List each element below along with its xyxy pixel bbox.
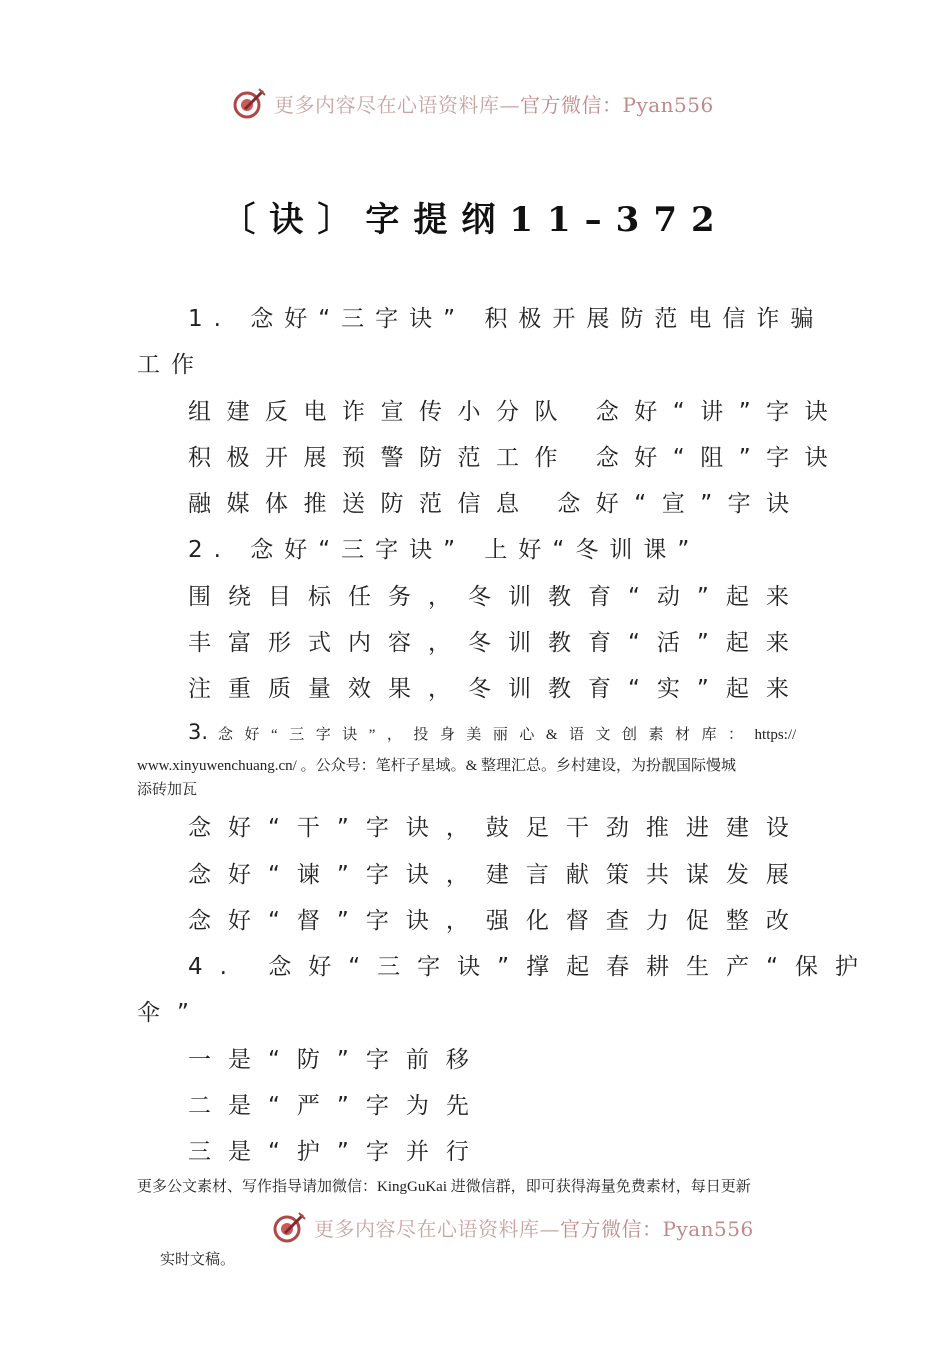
section-1-item-1: 组建反电诈宣传小分队 念好“讲”字诀 bbox=[188, 399, 844, 425]
section-2-item-2: 丰富形式内容，冬训教育“活”起来 bbox=[188, 630, 806, 656]
section-3-item-2: 念好“谏”字诀，建言献策共谋发展 bbox=[188, 862, 806, 888]
section-3-heading: 3. 念好“三字诀”，投身美丽心&语文创素材库：https:// bbox=[188, 720, 797, 744]
banner-text: 更多内容尽在心语资料库—官方微信：Pyan556 bbox=[314, 1216, 754, 1241]
quill-seal-icon bbox=[232, 86, 266, 120]
section-1-heading: 1. 念好“三字诀” 积极开展防范电信诈骗 bbox=[188, 306, 825, 332]
section-1-item-3: 融媒体推送防范信息 念好“宣”字诀 bbox=[188, 491, 805, 517]
section-4-item-1: 一是“防”字前移 bbox=[188, 1047, 486, 1073]
section-2-heading: 2. 念好“三字诀” 上好“冬训课” bbox=[188, 537, 701, 563]
quill-seal-icon bbox=[272, 1210, 306, 1244]
section-3-heading-cont: www.xinyuwenchuang.cn/ 。公众号：笔杆子星域。& 整理汇总。乡村建设，为扮靓国际慢城 bbox=[137, 758, 736, 774]
footer-note: 更多公文素材、写作指导请加微信：KingGuKai 进微信群，即可获得海量免费素材，每日更新 bbox=[137, 1179, 751, 1195]
section-1-item-2: 积极开展预警防范工作 念好“阻”字诀 bbox=[188, 445, 844, 471]
section-3-item-1: 念好“干”字诀，鼓足干劲推进建设 bbox=[188, 815, 806, 841]
footer-banner bbox=[272, 1210, 754, 1244]
section-1-heading-cont: 工作 bbox=[137, 352, 205, 378]
banner-text: 更多内容尽在心语资料库—官方微信：Pyan556 bbox=[274, 92, 714, 117]
footer-note-cont: 实时文稿。 bbox=[160, 1252, 236, 1268]
header-banner bbox=[232, 86, 714, 120]
section-2-item-3: 注重质量效果，冬训教育“实”起来 bbox=[188, 676, 806, 702]
section-2-item-1: 围绕目标任务，冬训教育“动”起来 bbox=[188, 584, 806, 610]
section-4-heading: 4. 念好“三字诀”撑起春耕生产“保护 bbox=[188, 954, 876, 980]
section-4-item-2: 二是“严”字为先 bbox=[188, 1093, 486, 1119]
section-3-item-3: 念好“督”字诀，强化督查力促整改 bbox=[188, 908, 806, 934]
document-title: 〔诀〕字提纲11–372 bbox=[221, 200, 729, 240]
section-3-heading-cont-2: 添砖加瓦 bbox=[137, 782, 198, 798]
section-4-heading-cont: 伞” bbox=[137, 1000, 206, 1026]
section-4-item-3: 三是“护”字并行 bbox=[188, 1139, 486, 1165]
